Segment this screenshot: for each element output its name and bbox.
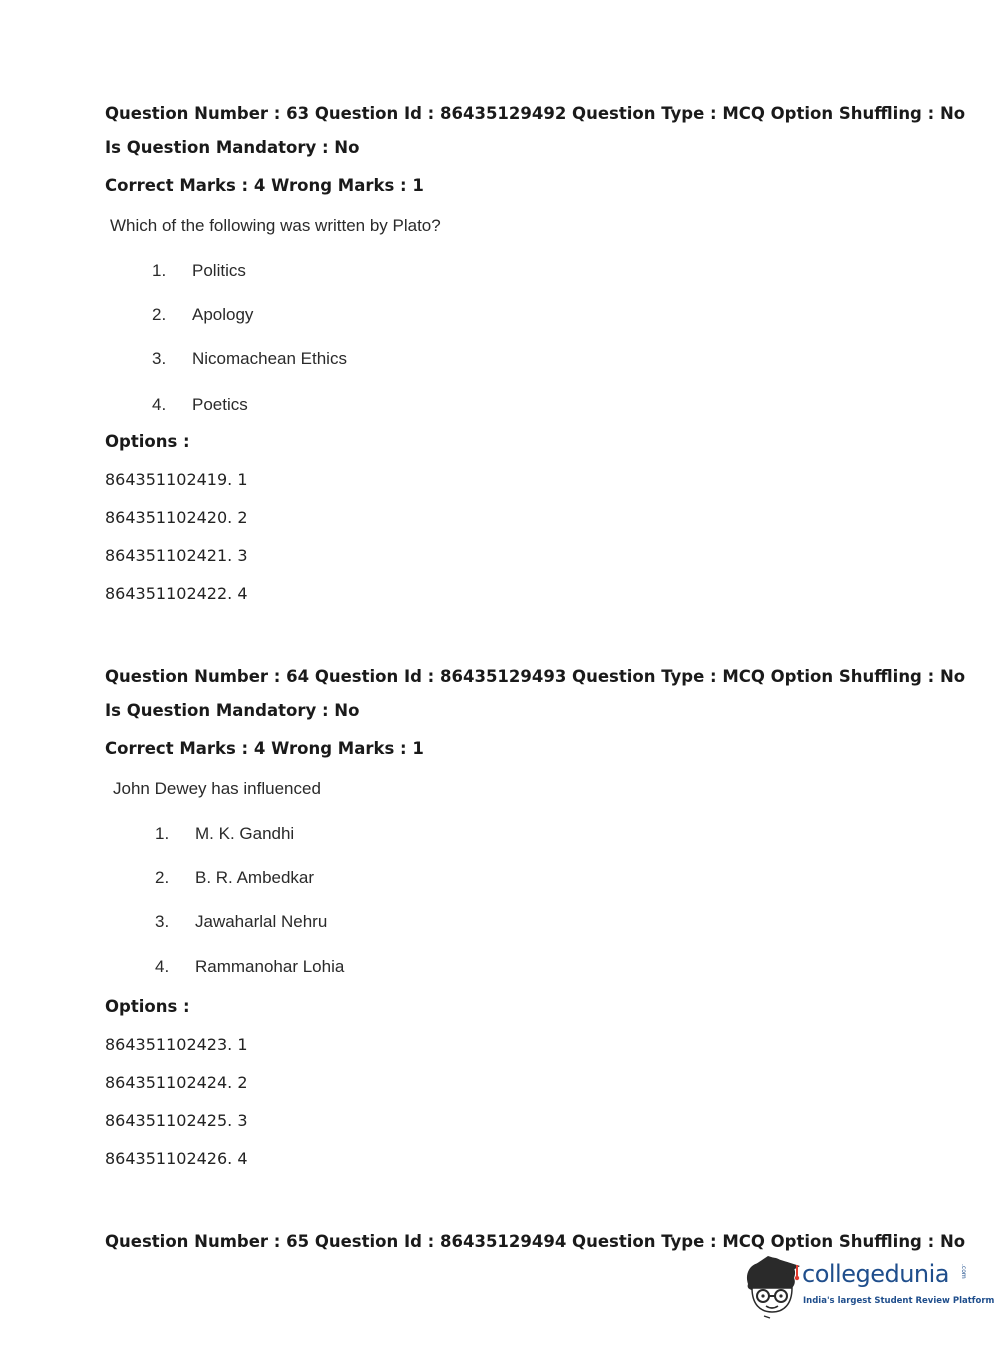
question-marks: Correct Marks : 4 Wrong Marks : 1 [105, 739, 424, 758]
option-item: 864351102421. 3 [105, 546, 248, 565]
choice-number: 4. [152, 395, 167, 414]
mascot-icon [742, 1254, 804, 1320]
choice-number: 2. [155, 868, 170, 887]
question-header: Question Number : 64 Question Id : 86435129493 Question Type : MCQ Option Shuffling : No [105, 667, 966, 686]
choice-text: Nicomachean Ethics [192, 349, 347, 368]
choice-text: Poetics [192, 395, 248, 414]
question-header: Question Number : 65 Question Id : 86435129494 Question Type : MCQ Option Shuffling : No [105, 1232, 966, 1251]
choice-number: 3. [152, 349, 167, 368]
choice-number: 1. [152, 261, 167, 280]
question-text: Which of the following was written by Plato? [110, 216, 441, 235]
choice-text: Politics [192, 261, 246, 280]
choice-number: 4. [155, 957, 170, 976]
question-text: John Dewey has influenced [113, 779, 321, 798]
option-item: 864351102423. 1 [105, 1035, 248, 1054]
choice-number: 1. [155, 824, 170, 843]
question-mandatory: Is Question Mandatory : No [105, 701, 360, 720]
choice-number: 3. [155, 912, 170, 931]
choice-text: B. R. Ambedkar [195, 868, 315, 887]
choice-text: Rammanohar Lohia [195, 957, 345, 976]
option-item: 864351102424. 2 [105, 1073, 248, 1092]
logo-suffix: .com [960, 1264, 967, 1279]
choice-text: Jawaharlal Nehru [195, 912, 328, 931]
choice-text: Apology [192, 305, 254, 324]
option-item: 864351102420. 2 [105, 508, 248, 527]
option-item: 864351102425. 3 [105, 1111, 248, 1130]
choice-number: 2. [152, 305, 167, 324]
option-item: 864351102419. 1 [105, 470, 248, 489]
option-item: 864351102426. 4 [105, 1149, 248, 1168]
option-item: 864351102422. 4 [105, 584, 248, 603]
question-marks: Correct Marks : 4 Wrong Marks : 1 [105, 176, 424, 195]
logo-name: collegedunia [802, 1260, 950, 1288]
question-header: Question Number : 63 Question Id : 86435129492 Question Type : MCQ Option Shuffling : No [105, 104, 966, 123]
question-mandatory: Is Question Mandatory : No [105, 138, 360, 157]
collegedunia-logo [742, 1254, 995, 1324]
options-label: Options : [105, 432, 190, 451]
logo-tagline: India's largest Student Review Platform [803, 1296, 995, 1306]
choice-text: M. K. Gandhi [195, 824, 295, 843]
options-label: Options : [105, 997, 190, 1016]
